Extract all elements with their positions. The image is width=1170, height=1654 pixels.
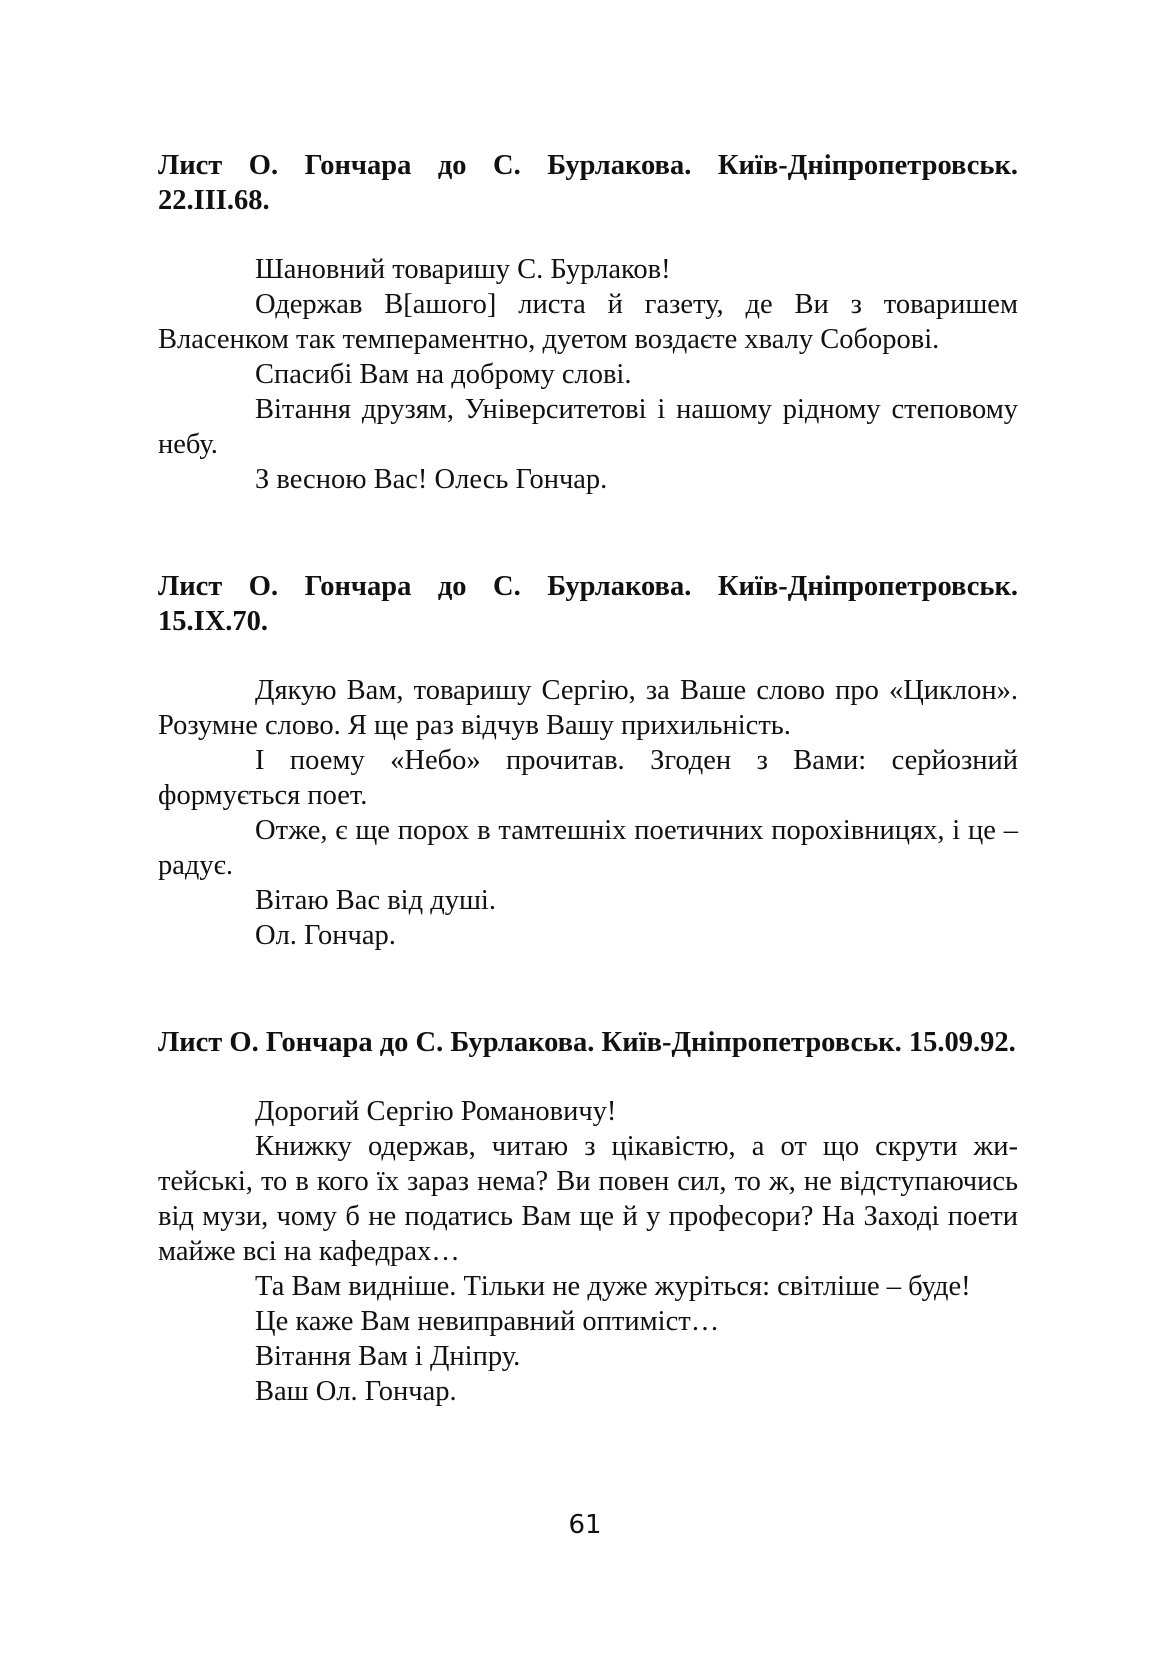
letter-paragraph: Одержав В[ашого] листа й газету, де Ви з товаришем Власенком так темпераментно, дуетом воздаєте хвалу Соборові.	[158, 289, 1018, 355]
document-body	[158, 148, 1018, 1409]
letter-heading: Лист О. Гончара до С. Бурлакова. Київ-Дніпропетровськ. 22.ІІІ.68.	[158, 150, 1018, 216]
letter-paragraph: Ваш Ол. Гончар.	[255, 1376, 457, 1407]
letter-paragraph: З весною Вас! Олесь Гончар.	[255, 464, 608, 495]
letter-paragraph: І поему «Небо» прочитав. Згоден з Вами: серйозний формується поет.	[158, 745, 1018, 811]
letter-paragraph: Ол. Гончар.	[255, 920, 396, 951]
letter-paragraph: Дякую Вам, товаришу Сергію, за Ваше слово про «Циклон». Розумне слово. Я ще раз відчув Вашу прихильність.	[158, 675, 1018, 741]
letter-3	[158, 1025, 1018, 1409]
letter-paragraph: Отже, є ще порох в тамтешніх поетичних порохівницях, і це – радує.	[158, 815, 1018, 881]
letter-heading: Лист О. Гончара до С. Бурлакова. Київ-Дніпропетровськ. 15.ІХ.70.	[158, 571, 1018, 637]
letter-paragraph: Вітання друзям, Університетові і нашому рідному степовому небу.	[158, 394, 1018, 460]
letter-paragraph: Вітання Вам і Дніпру.	[255, 1341, 521, 1372]
letter-paragraph: Шановний товаришу С. Бурлаков!	[255, 254, 671, 285]
letter-heading: Лист О. Гончара до С. Бурлакова. Київ-Дніпропетровськ. 15.09.92.	[158, 1027, 1016, 1058]
letter-paragraph: Спасибі Вам на доброму слові.	[255, 359, 632, 390]
letter-paragraph: Дорогий Сергію Романовичу!	[255, 1096, 617, 1127]
page-number: 61	[568, 1510, 602, 1540]
letter-paragraph: Книжку одержав, читаю з цікавістю, а от що скрути житейські, то в кого їх зараз нема? Ви повен сил, то ж, не відступаючись від музи, чому б не податись Вам ще й у професори? На Заході поети майже всі на кафедрах…	[158, 1131, 1018, 1267]
letter-1	[158, 148, 1018, 497]
letter-paragraph: Та Вам видніше. Тільки не дуже журіться: світліше – буде!	[255, 1271, 971, 1302]
letter-2	[158, 569, 1018, 953]
letter-paragraph: Це каже Вам невиправний оптиміст…	[255, 1306, 720, 1337]
letter-paragraph: Вітаю Вас від душі.	[255, 885, 496, 916]
